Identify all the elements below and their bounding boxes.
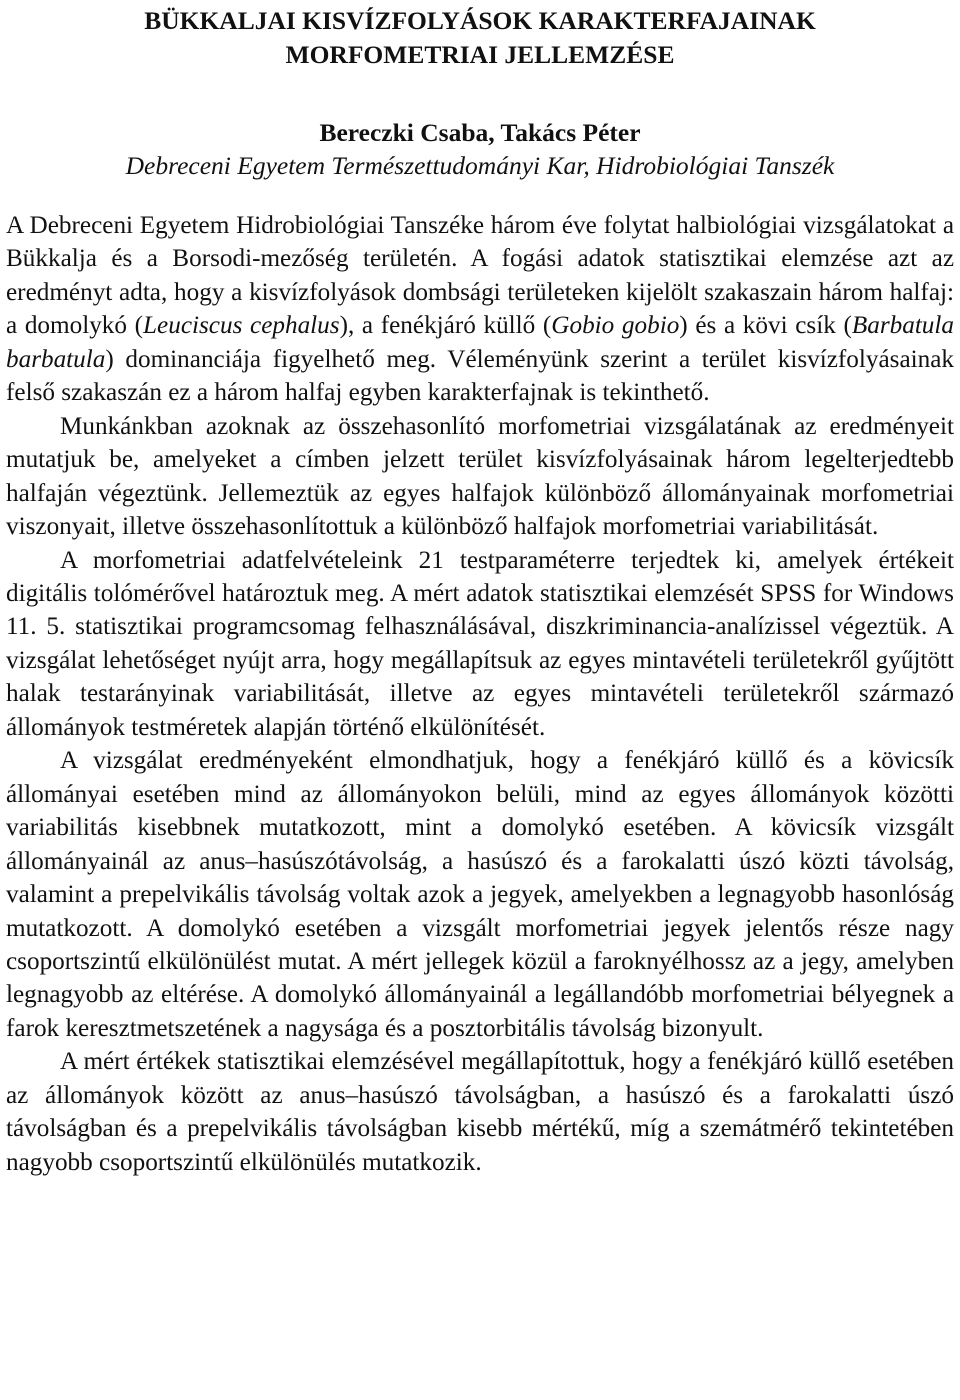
paragraph-4: A vizsgálat eredményeként elmondhatjuk, hogy a fenékjáró küllő és a kövicsík állományai esetében mind az állományokon belüli, mind az egyes állományok közötti variabilitás kisebbnek mutatkozott, mint a domolykó esetében. A kövicsík vizsgált állományainál az anus–hasúszótávolság, a hasúszó és a farokalatti úszó közti távolság, valamint a prepelvikális távolság voltak azok a jegyek, amelyekben a legnagyobb hasonlóság mutatkozott. A domolykó esetében a vizsgált morfometriai jegyek jelentős része nagy csoportszintű elkülönülést mutat. A mért jellegek közül a faroknyélhossz az a jegy, amelyben legnagyobb az eltérése. A domolykó állományainál a legállandóbb morfometriai bélyegnek a farok keresztmetszetének a nagysága és a posztorbitális távolság bizonyult. (6, 747, 954, 1042)
affiliation: Debreceni Egyetem Természettudományi Kar, Hidrobiológiai Tanszék (125, 151, 835, 180)
paragraph-1-text-1: A Debreceni Egyetem Hidrobiológiai Tanszéke három éve folytat halbiológiai vizsgálatokat a Bükkalja és a Borsodi-mezőség területén. A fogási adatok statisztikai elemzése azt az eredményt adta, hogy a kisvízfolyások dombsági területeken kijelölt szakaszain három halfaj: a domolykó ( (6, 212, 954, 340)
species-name-barbatula: Barbatula barbatula (6, 312, 954, 373)
authors: Bereczki Csaba, Takács Péter (319, 118, 641, 147)
paragraph-1 (6, 209, 954, 410)
title-line-1: BÜKKALJAI KISVÍZFOLYÁSOK KARAKTERFAJAINAK (144, 6, 816, 35)
document-title (6, 4, 954, 72)
paragraph-1-text-4: ) dominanciája figyelhető meg. Véleményünk szerint a terület kisvízfolyásainak felső szakaszán ez a három halfaj egyben karakterfajnak is tekinthető. (6, 345, 954, 407)
paragraph-1-text-3: ) és a kövi csík ( (679, 312, 852, 340)
document-page (6, 0, 954, 1179)
species-name-gobio: Gobio gobio (551, 312, 680, 340)
paragraph-1-text-2: ), a fenékjáró küllő ( (339, 312, 552, 340)
title-line-2: MORFOMETRIAI JELLEMZÉSE (285, 40, 675, 69)
paragraph-2: Munkánkban azoknak az összehasonlító morfometriai vizsgálatának az eredményeit mutatjuk be, amelyeket a címben jelzett terület kisvízfolyásainak három legelterjedtebb halfaján végeztünk. Jellemeztük az egyes halfajok különböző állományainak morfometriai viszonyait, illetve összehasonlítottuk a különböző halfajok morfometriai variabilitását. (6, 412, 954, 541)
abstract-body (6, 209, 954, 1179)
paragraph-3: A morfometriai adatfelvételeink 21 testparaméterre terjedtek ki, amelyek értékeit digitális tolómérővel határoztuk meg. A mért adatok statisztikai elemzését SPSS for Windows 11. 5. statisztikai programcsomag felhasználásával, diszkriminancia-analízissel végeztük. A vizsgálat lehetőséget nyújt arra, hogy megállapítsuk az egyes mintavételi területekről gyűjtött halak testarányinak variabilitását, illetve az egyes mintavételi területekről származó állományok testméretek alapján történő elkülönítését. (6, 546, 954, 741)
species-name-leuciscus: Leuciscus cephalus (143, 312, 340, 340)
paragraph-5: A mért értékek statisztikai elemzésével megállapítottuk, hogy a fenékjáró küllő esetében az állományok között az anus–hasúszó távolságban, a hasúszó és a farokalatti úszó távolságban és a prepelvikális távolságban kisebb mértékű, míg a szemátmérő tekintetében nagyobb csoportszintű elkülönülés mutatkozik. (6, 1048, 954, 1176)
